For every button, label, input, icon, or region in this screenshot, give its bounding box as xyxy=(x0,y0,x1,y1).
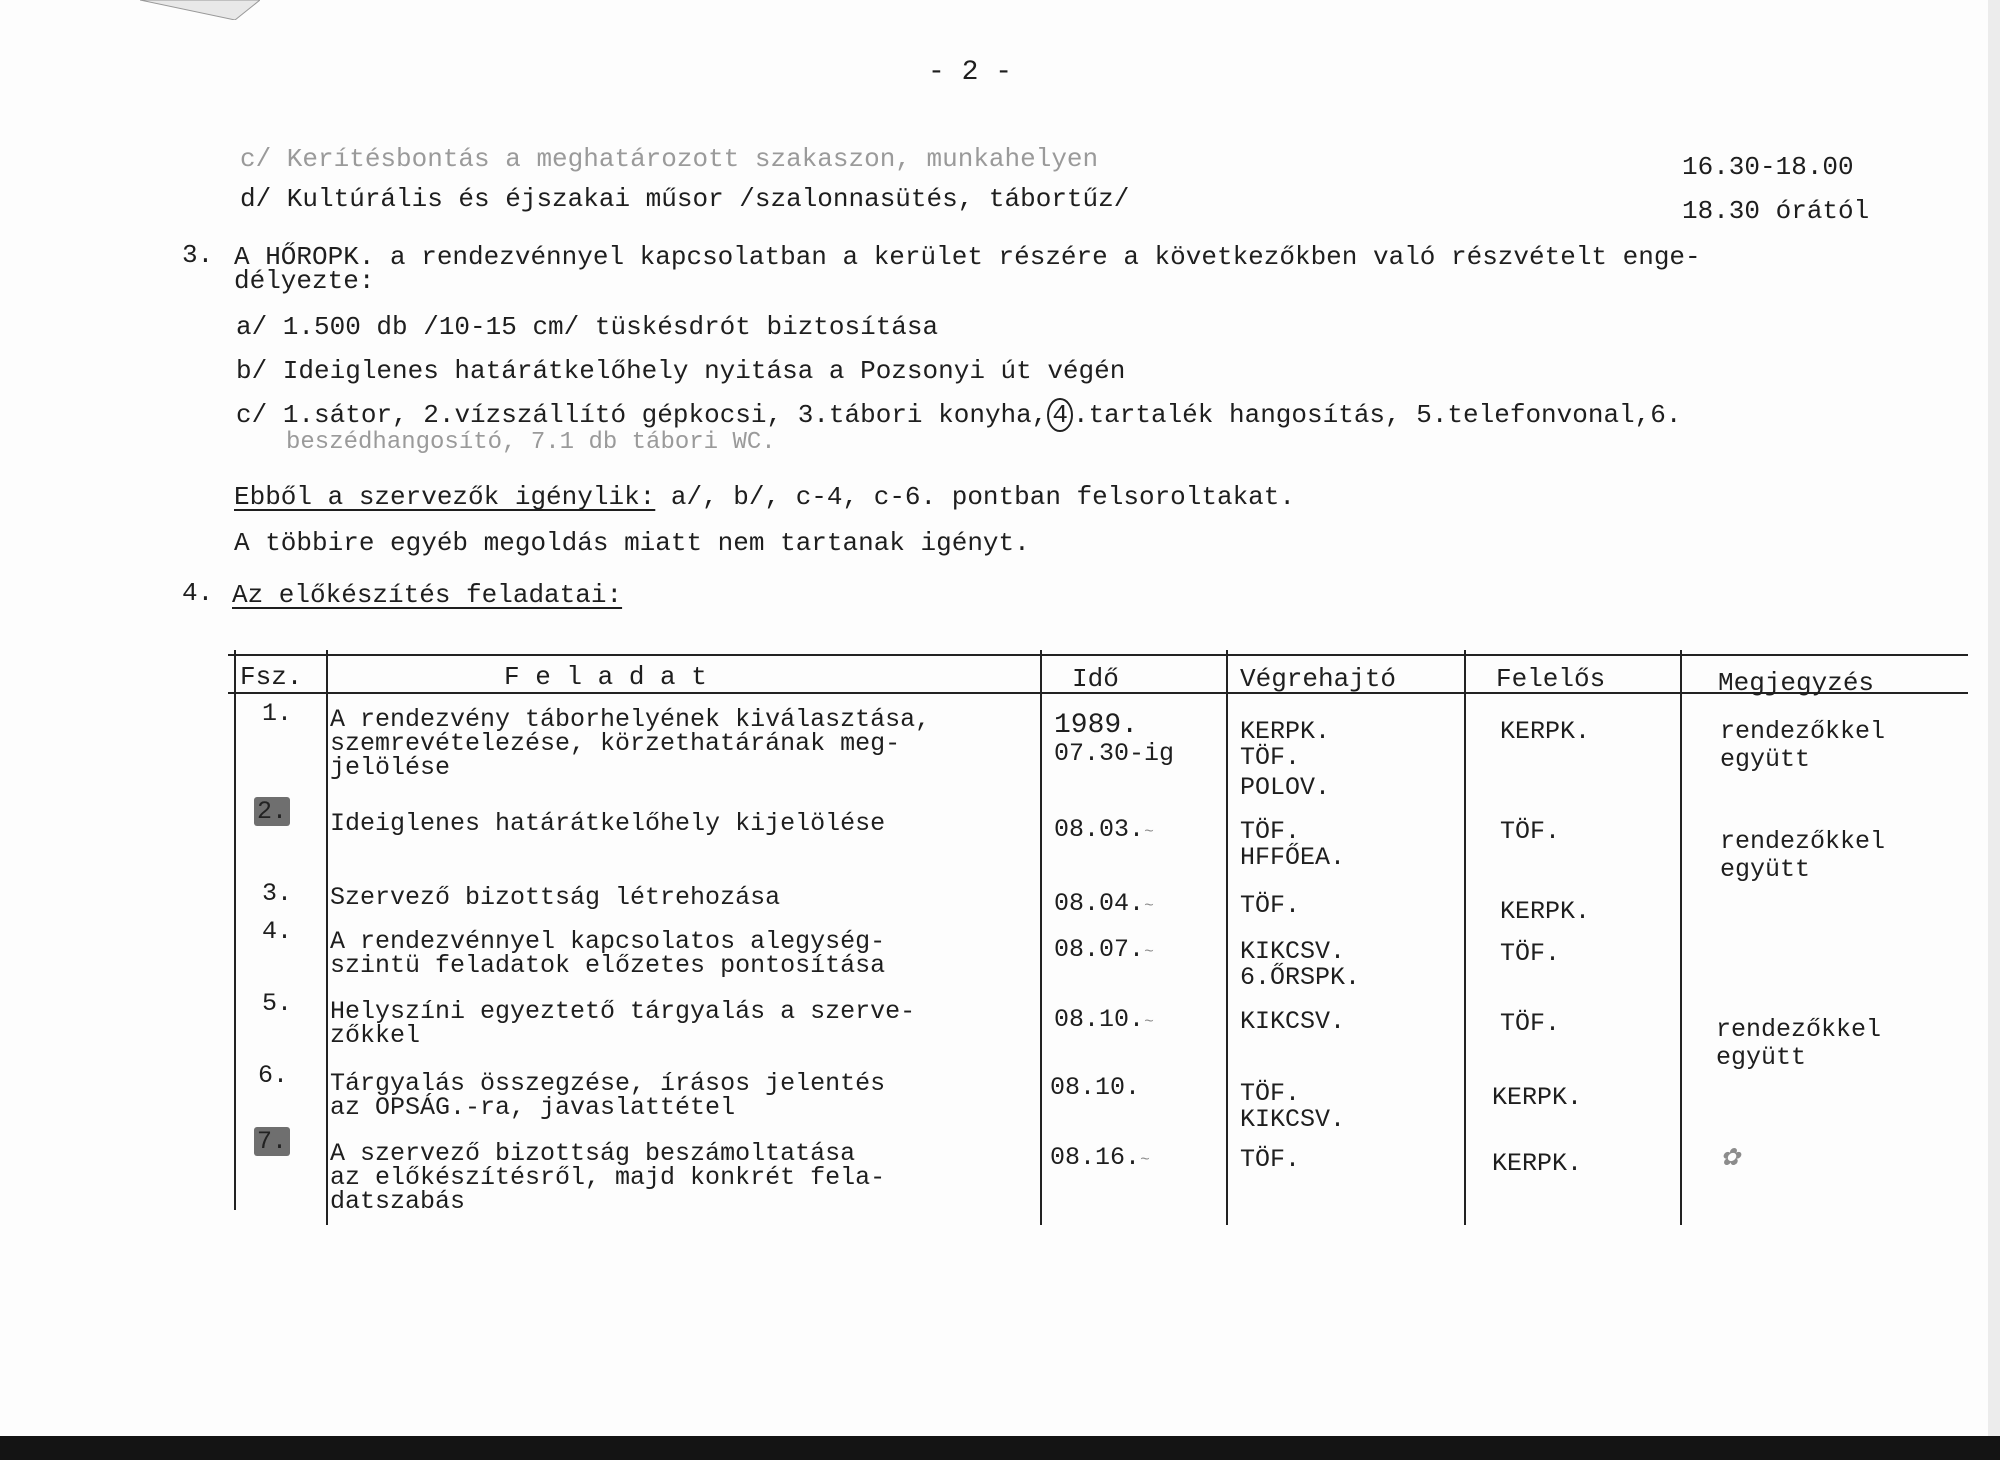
item-c-time: 16.30-18.00 xyxy=(1682,152,1854,182)
row-4-vegrehajto-line-1: KIKCSV. xyxy=(1240,937,1346,966)
item-c-prefix: c/ xyxy=(236,400,268,430)
row-6-fsz: 6. xyxy=(258,1061,289,1090)
item-c-part-3: 3.tábori konyha, xyxy=(797,400,1048,430)
summary-rest: a/, b/, c-4, c-6. pontban felsoroltakat. xyxy=(655,482,1295,512)
paragraph-4-title: Az előkészítés feladatai: xyxy=(232,580,623,610)
row-6-vegrehajto-line-2: KIKCSV. xyxy=(1240,1105,1346,1134)
row-1-vegrehajto-line-1: KERPK. xyxy=(1240,717,1331,746)
col-rule-5 xyxy=(1680,650,1682,1225)
row-6-vegrehajto-line-1: TÖF. xyxy=(1240,1079,1301,1108)
row-3-feladat-line-1: Szervező bizottság létrehozása xyxy=(330,883,781,912)
paragraph-3-remark: A többire egyéb megoldás miatt nem tartanak igényt. xyxy=(234,528,1030,558)
row-7-feladat-line-3: datszabás xyxy=(330,1187,466,1216)
header-fsz: Fsz. xyxy=(240,662,303,692)
handwritten-initials-icon: ~ xyxy=(1140,1151,1150,1169)
row-7-fsz xyxy=(254,1128,290,1155)
paragraph-3-number: 3. xyxy=(182,240,214,270)
row-4-vegrehajto-line-2: 6.ŐRSPK. xyxy=(1240,963,1361,992)
header-feladat: F e l a d a t xyxy=(504,662,707,692)
row-7-ido: 08.16.~ xyxy=(1050,1143,1150,1172)
item-d-line: d/ Kultúrális és éjszakai műsor /szalonnasütés, tábortűz/ xyxy=(240,184,1130,214)
row-6-felelos: KERPK. xyxy=(1492,1083,1583,1112)
handwritten-initials-icon: ~ xyxy=(1144,823,1154,841)
row-5-feladat-line-2: zőkkel xyxy=(330,1021,421,1050)
item-c-part-4: .tartalék hangosítás, 5.telefonvonal, xyxy=(1072,400,1651,430)
row-2-vegrehajto-line-2: HFFŐEA. xyxy=(1240,843,1346,872)
row-2-felelos: TÖF. xyxy=(1500,817,1561,846)
row-7-feladat-line-2: az előkészítésről, majd konkrét fela- xyxy=(330,1163,886,1192)
circled-item-4: 4 xyxy=(1047,398,1073,432)
item-d-time: 18.30 órától xyxy=(1682,196,1870,226)
folded-corner-mark xyxy=(140,0,260,20)
row-1-ido-line-2: 07.30-ig xyxy=(1054,739,1175,768)
row-2-fsz-marked: 2. xyxy=(254,797,290,826)
row-4-felelos: TÖF. xyxy=(1500,939,1561,968)
row-5-ido: 08.10.~ xyxy=(1054,1005,1154,1034)
row-2-vegrehajto-line-1: TÖF. xyxy=(1240,817,1301,846)
row-6-ido: 08.10. xyxy=(1050,1073,1141,1102)
row-2-fsz xyxy=(254,798,290,825)
row-5-megjegyzes-line-1: rendezőkkel xyxy=(1716,1015,1882,1044)
row-7-feladat-line-1: A szervező bizottság beszámoltatása xyxy=(330,1139,856,1168)
header-ido: Idő xyxy=(1072,664,1119,694)
row-5-feladat-line-1: Helyszíni egyeztető tárgyalás a szerve- xyxy=(330,997,916,1026)
row-1-feladat-line-1: A rendezvény táborhelyének kiválasztása, xyxy=(330,705,931,734)
row-1-ido-line-1: 1989. xyxy=(1054,710,1139,741)
paragraph-3-summary xyxy=(234,482,1295,512)
row-2-megjegyzes-line-2: együtt xyxy=(1720,855,1811,884)
handwritten-initials-icon: ~ xyxy=(1144,1013,1154,1031)
row-1-megjegyzes-line-2: együtt xyxy=(1720,745,1811,774)
item-c-part-1: 1.sátor, 2.vízszállító gépkocsi, xyxy=(282,400,783,430)
row-4-feladat-line-1: A rendezvénnyel kapcsolatos alegység- xyxy=(330,927,886,956)
row-5-vegrehajto: KIKCSV. xyxy=(1240,1007,1346,1036)
col-rule-4 xyxy=(1464,650,1466,1225)
paragraph-3-item-b: b/ Ideiglenes határátkelőhely nyitása a Pozsonyi út végén xyxy=(236,356,1126,386)
col-rule-3 xyxy=(1226,650,1228,1225)
row-3-ido: 08.04.~ xyxy=(1054,889,1154,918)
item-c-line: c/ Kerítésbontás a meghatározott szakaszon, munkahelyen xyxy=(240,144,1099,174)
row-1-feladat-line-3: jelölése xyxy=(330,753,451,782)
row-1-fsz: 1. xyxy=(262,699,293,728)
header-megjegyzes: Megjegyzés xyxy=(1718,668,1875,698)
col-rule-0 xyxy=(234,650,236,1210)
row-7-fsz-marked: 7. xyxy=(254,1127,290,1156)
row-2-feladat-line-1: Ideiglenes határátkelőhely kijelölése xyxy=(330,809,886,838)
scan-right-edge xyxy=(1988,0,2000,1436)
paragraph-4-number: 4. xyxy=(182,578,214,608)
row-7-megjegyzes-mark-icon: ✿ xyxy=(1720,1146,1741,1173)
row-7-vegrehajto: TÖF. xyxy=(1240,1145,1301,1174)
paragraph-3-item-c-cont: beszédhangosító, 7.1 db tábori WC. xyxy=(286,429,776,456)
row-3-vegrehajto: TÖF. xyxy=(1240,891,1301,920)
paragraph-3-item-c xyxy=(236,400,1681,430)
paragraph-3-item-a: a/ 1.500 db /10-15 cm/ tüskésdrót biztosítása xyxy=(236,312,939,342)
row-3-fsz: 3. xyxy=(262,879,293,908)
row-6-feladat-line-1: Tárgyalás összegzése, írásos jelentés xyxy=(330,1069,886,1098)
row-4-ido: 08.07.~ xyxy=(1054,935,1154,964)
task-table xyxy=(228,650,1968,1230)
row-1-vegrehajto-line-2: TÖF. xyxy=(1240,743,1301,772)
col-rule-2 xyxy=(1040,650,1042,1225)
header-vegrehajto: Végrehajtó xyxy=(1240,664,1397,694)
paragraph-3-text-cont: délyezte: xyxy=(234,266,375,296)
summary-label: Ebből a szervezők igénylik: xyxy=(234,482,656,512)
table-top-rule xyxy=(228,654,1968,656)
handwritten-initials-icon: ~ xyxy=(1144,897,1154,915)
row-5-felelos: TÖF. xyxy=(1500,1009,1561,1038)
row-5-fsz: 5. xyxy=(262,989,293,1018)
row-4-fsz: 4. xyxy=(262,917,293,946)
row-3-felelos: KERPK. xyxy=(1500,897,1591,926)
row-6-feladat-line-2: az OPSÁG.-ra, javaslattétel xyxy=(330,1093,736,1122)
item-c-part-6: 6. xyxy=(1650,400,1682,430)
row-1-vegrehajto-line-3: POLOV. xyxy=(1240,773,1331,802)
paragraph-3-text: A HŐROPK. a rendezvénnyel kapcsolatban a kerület részére a következőkben való részvételt enge- xyxy=(234,242,1701,272)
row-1-feladat-line-2: szemrevételezése, körzethatárának meg- xyxy=(330,729,901,758)
col-rule-1 xyxy=(326,650,328,1225)
row-1-megjegyzes-line-1: rendezőkkel xyxy=(1720,717,1886,746)
row-2-ido: 08.03.~ xyxy=(1054,815,1154,844)
row-7-felelos: KERPK. xyxy=(1492,1149,1583,1178)
header-felelos: Felelős xyxy=(1496,664,1606,694)
handwritten-initials-icon: ~ xyxy=(1144,943,1154,961)
row-5-megjegyzes-line-2: együtt xyxy=(1716,1043,1807,1072)
row-2-megjegyzes-line-1: rendezőkkel xyxy=(1720,827,1886,856)
row-4-feladat-line-2: szintü feladatok előzetes pontosítása xyxy=(330,951,886,980)
page-number: - 2 - xyxy=(928,57,1013,88)
row-1-felelos: KERPK. xyxy=(1500,717,1591,746)
scan-bottom-band xyxy=(0,1436,2000,1460)
